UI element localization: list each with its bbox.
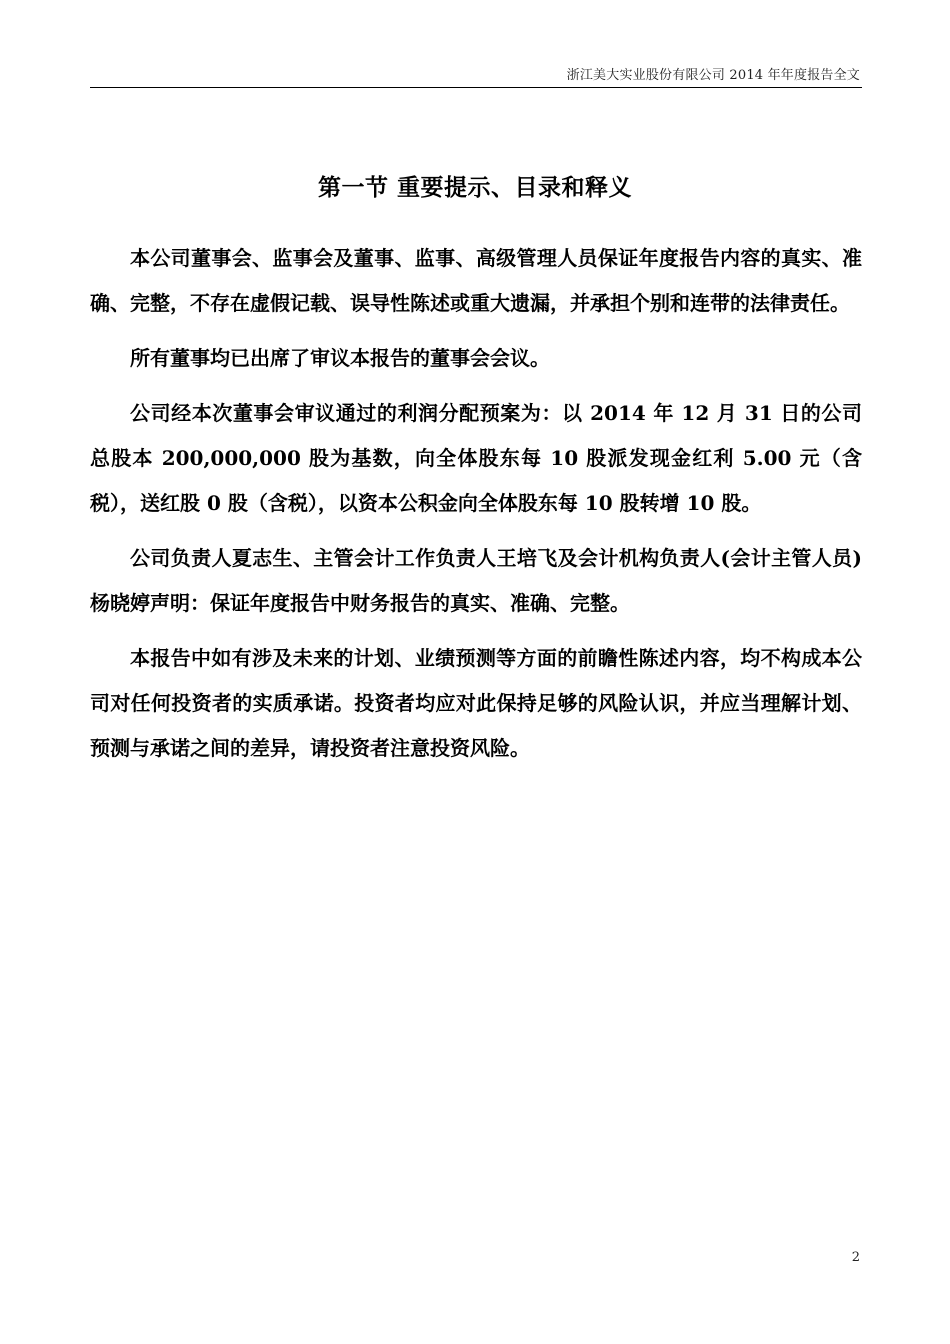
header-divider [90,87,862,88]
page-number: 2 [851,1250,860,1265]
paragraph-financial-declaration: 公司负责人夏志生、主管会计工作负责人王培飞及会计机构负责人(会计主管人员)杨晓婷声明：保证年度报告中财务报告的真实、准确、完整。 [90,546,862,615]
section-title: 第一节 重要提示、目录和释义 [317,174,632,202]
paragraph-directors-attendance: 所有董事均已出席了审议本报告的董事会会议。 [130,346,550,370]
running-header-title: 浙江美大实业股份有限公司 2014 年年度报告全文 [566,68,860,83]
document-body [90,236,862,781]
paragraph-responsibility-statement: 本公司董事会、监事会及董事、监事、高级管理人员保证年度报告内容的真实、准确、完整，不存在虚假记载、误导性陈述或重大遗漏，并承担个别和连带的法律责任。 [90,246,862,315]
paragraph-profit-distribution: 公司经本次董事会审议通过的利润分配预案为：以 2014 年 12 月 31 日的公司总股本 200,000,000 股为基数，向全体股东每 10 股派发现金红利 5.00 元（含税），送红股 0 股（含税），以资本公积金向全体股东每 10 股转增 10 股。 [90,401,862,515]
paragraph-forward-looking-disclaimer: 本报告中如有涉及未来的计划、业绩预测等方面的前瞻性陈述内容，均不构成本公司对任何投资者的实质承诺。投资者均应对此保持足够的风险认识，并应当理解计划、预测与承诺之间的差异，请投资者注意投资风险。 [90,646,862,760]
